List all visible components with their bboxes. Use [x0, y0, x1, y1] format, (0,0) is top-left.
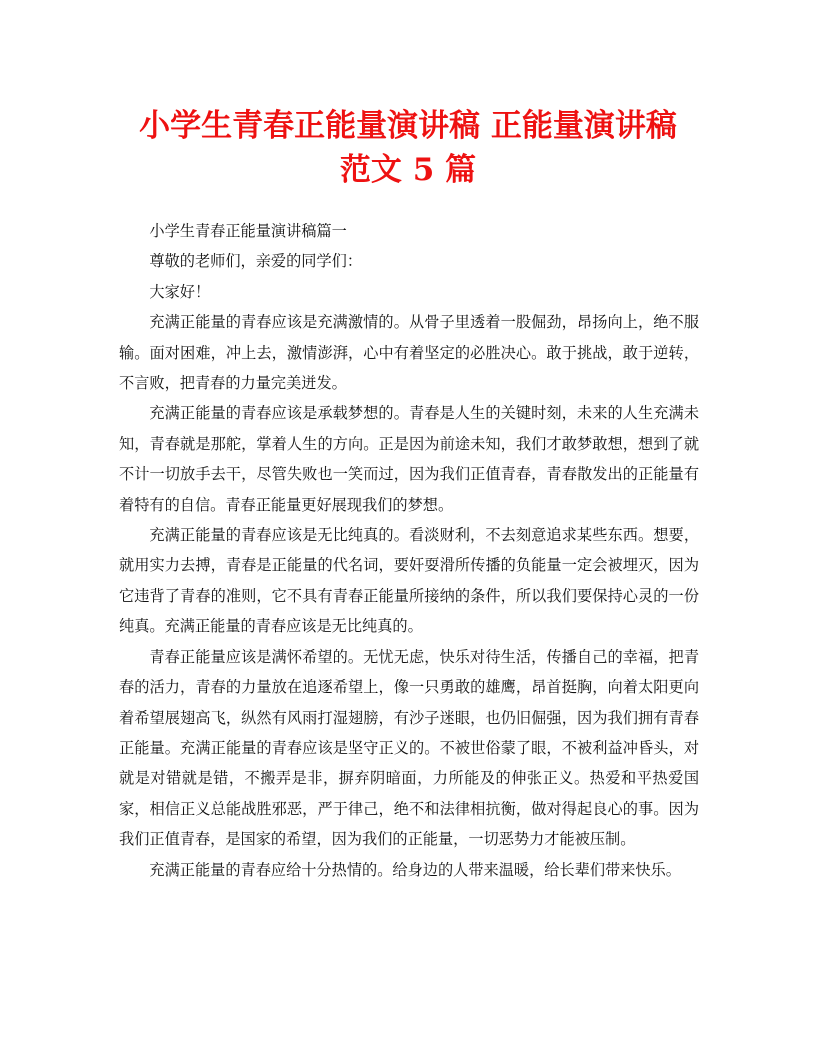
document-title	[100, 104, 716, 192]
body-paragraph: 青春正能量应该是满怀希望的。无忧无虑，快乐对待生活，传播自己的幸福，把青春的活力，青春的力量放在追逐希望上，像一只勇敢的雄鹰，昂首挺胸，向着太阳更向着希望展翅高飞，纵然有风雨打湿翅膀，有沙子迷眼，也仍旧倔强，因为我们拥有青春正能量。充满正能量的青春应该是坚守正义的。不被世俗蒙了眼，不被利益冲昏头，对就是对错就是错，不搬弄是非，摒弃阴暗面，力所能及的伸张正义。热爱和平热爱国家，相信正义总能战胜邪恶，严于律己，绝不和法律相抗衡，做对得起良心的事。因为我们正值青春，是国家的希望，因为我们的正能量，一切恶势力才能被压制。	[119, 647, 699, 849]
title-line-1: 小学生青春正能量演讲稿 正能量演讲稿	[139, 108, 677, 144]
document-body	[119, 216, 699, 885]
body-paragraph: 充满正能量的青春应该是无比纯真的。看淡财利，不去刻意追求某些东西。想要，就用实力去搏，青春是正能量的代名词，要奸耍滑所传播的负能量一定会被埋灭，因为它违背了青春的准则，它不具有青春正能量所接纳的条件，所以我们要保持心灵的一份纯真。充满正能量的青春应该是无比纯真的。	[119, 526, 699, 636]
title-line-2: 范文 5 篇	[339, 152, 477, 188]
section-heading: 小学生青春正能量演讲稿篇一	[149, 222, 347, 240]
salutation: 尊敬的老师们，亲爱的同学们：	[149, 252, 363, 271]
body-paragraph: 充满正能量的青春应该是承载梦想的。青春是人生的关键时刻，未来的人生充满未知，青春就是那舵，掌着人生的方向。正是因为前途未知，我们才敢梦敢想，想到了就不计一切放手去干，尽管失败也一笑而过，因为我们正值青春，青春散发出的正能量有着特有的自信。青春正能量更好展现我们的梦想。	[119, 404, 699, 514]
body-paragraph: 充满正能量的青春应该是充满激情的。从骨子里透着一股倔劲，昂扬向上，绝不服输。面对困难，冲上去，激情澎湃，心中有着坚定的必胜决心。敢于挑战，敢于逆转，不言败，把青春的力量完美迸发。	[119, 313, 699, 393]
greeting: 大家好！	[149, 282, 211, 301]
body-paragraph: 充满正能量的青春应给十分热情的。给身边的人带来温暖，给长辈们带来快乐。	[149, 860, 681, 879]
